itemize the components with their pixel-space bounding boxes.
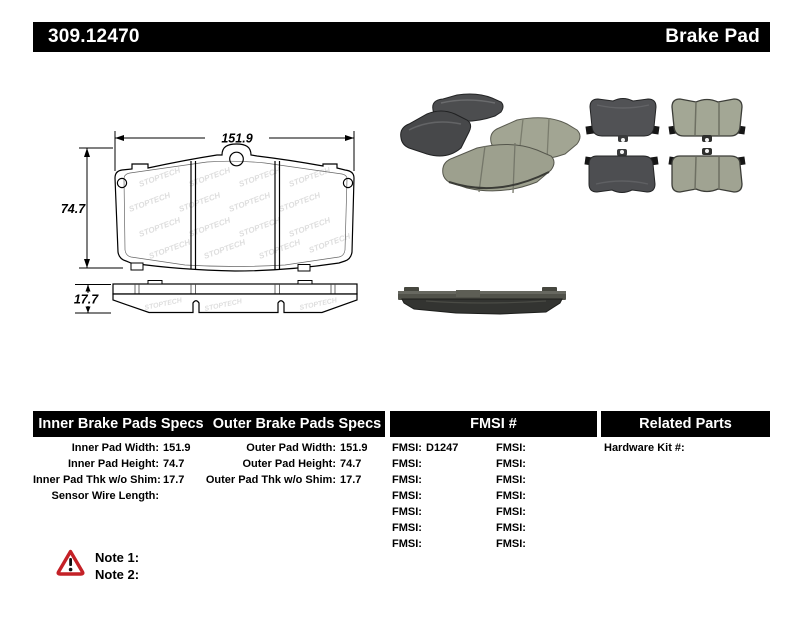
related-label: Hardware Kit #: [604,442,685,454]
fmsi-row [496,536,530,552]
spec-row [196,456,368,472]
fmsi-label: FMSI: [496,442,526,454]
spec-value: 74.7 [163,458,185,470]
svg-text:STOPTECH: STOPTECH [237,215,282,239]
spec-label: Outer Pad Width: [246,442,336,454]
spec-row [33,456,191,472]
svg-text:STOPTECH: STOPTECH [187,215,232,239]
spec-value: 17.7 [163,474,185,486]
photo-pads-grid [583,90,779,206]
spec-label: Sensor Wire Length: [51,490,159,502]
related-parts-column [604,440,689,456]
svg-text:STOPTECH: STOPTECH [147,237,192,261]
svg-text:STOPTECH: STOPTECH [277,190,322,214]
svg-text:STOPTECH: STOPTECH [298,297,338,312]
height-dimension [61,148,123,268]
product-name: Brake Pad [665,26,760,47]
watermark-pattern [128,165,352,260]
right-corner-hole [343,178,352,187]
fmsi-value [526,536,530,552]
inner-specs-column [33,440,191,504]
fmsi-row [496,488,530,504]
spec-value: 151.9 [340,442,368,454]
fmsi-label: FMSI: [392,458,422,470]
svg-text:STOPTECH: STOPTECH [137,215,182,239]
fmsi-label: FMSI: [496,522,526,534]
fmsi-row [496,504,530,520]
fmsi-value [526,504,530,520]
fmsi-column-2 [496,440,530,552]
fmsi-label: FMSI: [496,506,526,518]
spec-value: 151.9 [163,442,191,454]
pad-side-view [113,281,357,313]
fmsi-value: D1247 [426,442,459,454]
fmsi-value [422,536,426,552]
tab-hole [230,152,244,166]
fmsi-row [496,520,530,536]
svg-text:STOPTECH: STOPTECH [237,165,282,189]
thickness-dimension [74,285,111,314]
note-2: Note 2: [95,567,140,582]
spec-label: Outer Pad Height: [242,458,336,470]
spec-label: Inner Pad Thk w/o Shim: [33,474,161,486]
svg-text:STOPTECH: STOPTECH [257,237,302,261]
fmsi-row [496,456,530,472]
spec-row [33,472,191,488]
spec-label: Inner Pad Height: [67,458,159,470]
fmsi-value [422,456,426,472]
fmsi-header-bar [390,411,597,437]
related-header-bar [601,411,770,437]
fmsi-row [496,472,530,488]
spec-value: 17.7 [340,474,362,486]
fmsi-label: FMSI: [496,490,526,502]
related-header: Related Parts [639,416,732,432]
pad-back-bottom [584,149,658,193]
fmsi-label: FMSI: [496,538,526,550]
svg-text:STOPTECH: STOPTECH [127,190,172,214]
spec-row [33,488,191,504]
fmsi-value [422,488,426,504]
fmsi-value [422,504,426,520]
warning-triangle-icon [56,549,85,576]
pad-back-top [585,99,659,143]
fmsi-label: FMSI: [392,506,422,518]
outer-specs-header: Outer Brake Pads Specs [212,416,382,432]
fmsi-value [526,456,530,472]
photo-pads-perspective [397,90,583,205]
fmsi-row [496,440,530,456]
fmsi-value [526,488,530,504]
svg-text:STOPTECH: STOPTECH [287,165,332,189]
fmsi-row [392,456,458,472]
svg-text:STOPTECH: STOPTECH [177,190,222,214]
part-number: 309.12470 [48,26,140,47]
fmsi-value [526,440,530,456]
svg-text:STOPTECH: STOPTECH [227,190,272,214]
fmsi-row [392,520,458,536]
pad-front-top [668,99,745,142]
svg-text:STOPTECH: STOPTECH [143,297,183,312]
fmsi-row [392,440,458,456]
fmsi-column-1 [392,440,458,552]
fmsi-label: FMSI: [392,490,422,502]
fmsi-label: FMSI: [392,442,422,454]
specs-header-bar [33,411,385,437]
fmsi-label: FMSI: [496,458,526,470]
width-dim-label: 151.9 [221,131,253,146]
note-1: Note 1: [95,550,140,565]
svg-text:STOPTECH: STOPTECH [187,165,232,189]
outer-specs-column [196,440,368,488]
fmsi-label: FMSI: [496,474,526,486]
left-corner-hole [117,178,126,187]
spec-row [33,440,191,456]
fmsi-header: FMSI # [470,416,517,432]
svg-text:STOPTECH: STOPTECH [203,298,243,313]
svg-text:STOPTECH: STOPTECH [202,237,247,261]
fmsi-value [526,472,530,488]
fmsi-value [526,520,530,536]
fmsi-label: FMSI: [392,522,422,534]
technical-drawing [45,113,385,353]
inner-specs-header: Inner Brake Pads Specs [38,416,204,432]
spec-label: Inner Pad Width: [71,442,159,454]
fmsi-row [392,472,458,488]
spec-row [196,472,368,488]
fmsi-label: FMSI: [392,538,422,550]
height-dim-label: 74.7 [60,202,86,216]
fmsi-value [422,472,426,488]
spec-value [159,488,163,504]
svg-text:STOPTECH: STOPTECH [137,165,182,189]
fmsi-row [392,504,458,520]
svg-text:STOPTECH: STOPTECH [307,231,352,255]
spec-row [196,440,368,456]
fmsi-label: FMSI: [392,474,422,486]
spec-label: Outer Pad Thk w/o Shim: [205,474,336,486]
fmsi-value [422,520,426,536]
spec-value: 74.7 [340,458,362,470]
related-row [604,440,689,456]
title-bar [33,22,770,52]
related-value [685,440,689,456]
pad-front-bottom [668,148,745,192]
fmsi-row [392,488,458,504]
photo-pad-side [396,284,568,320]
thickness-dim-label: 17.7 [73,292,99,307]
fmsi-row [392,536,458,552]
svg-text:STOPTECH: STOPTECH [287,215,332,239]
